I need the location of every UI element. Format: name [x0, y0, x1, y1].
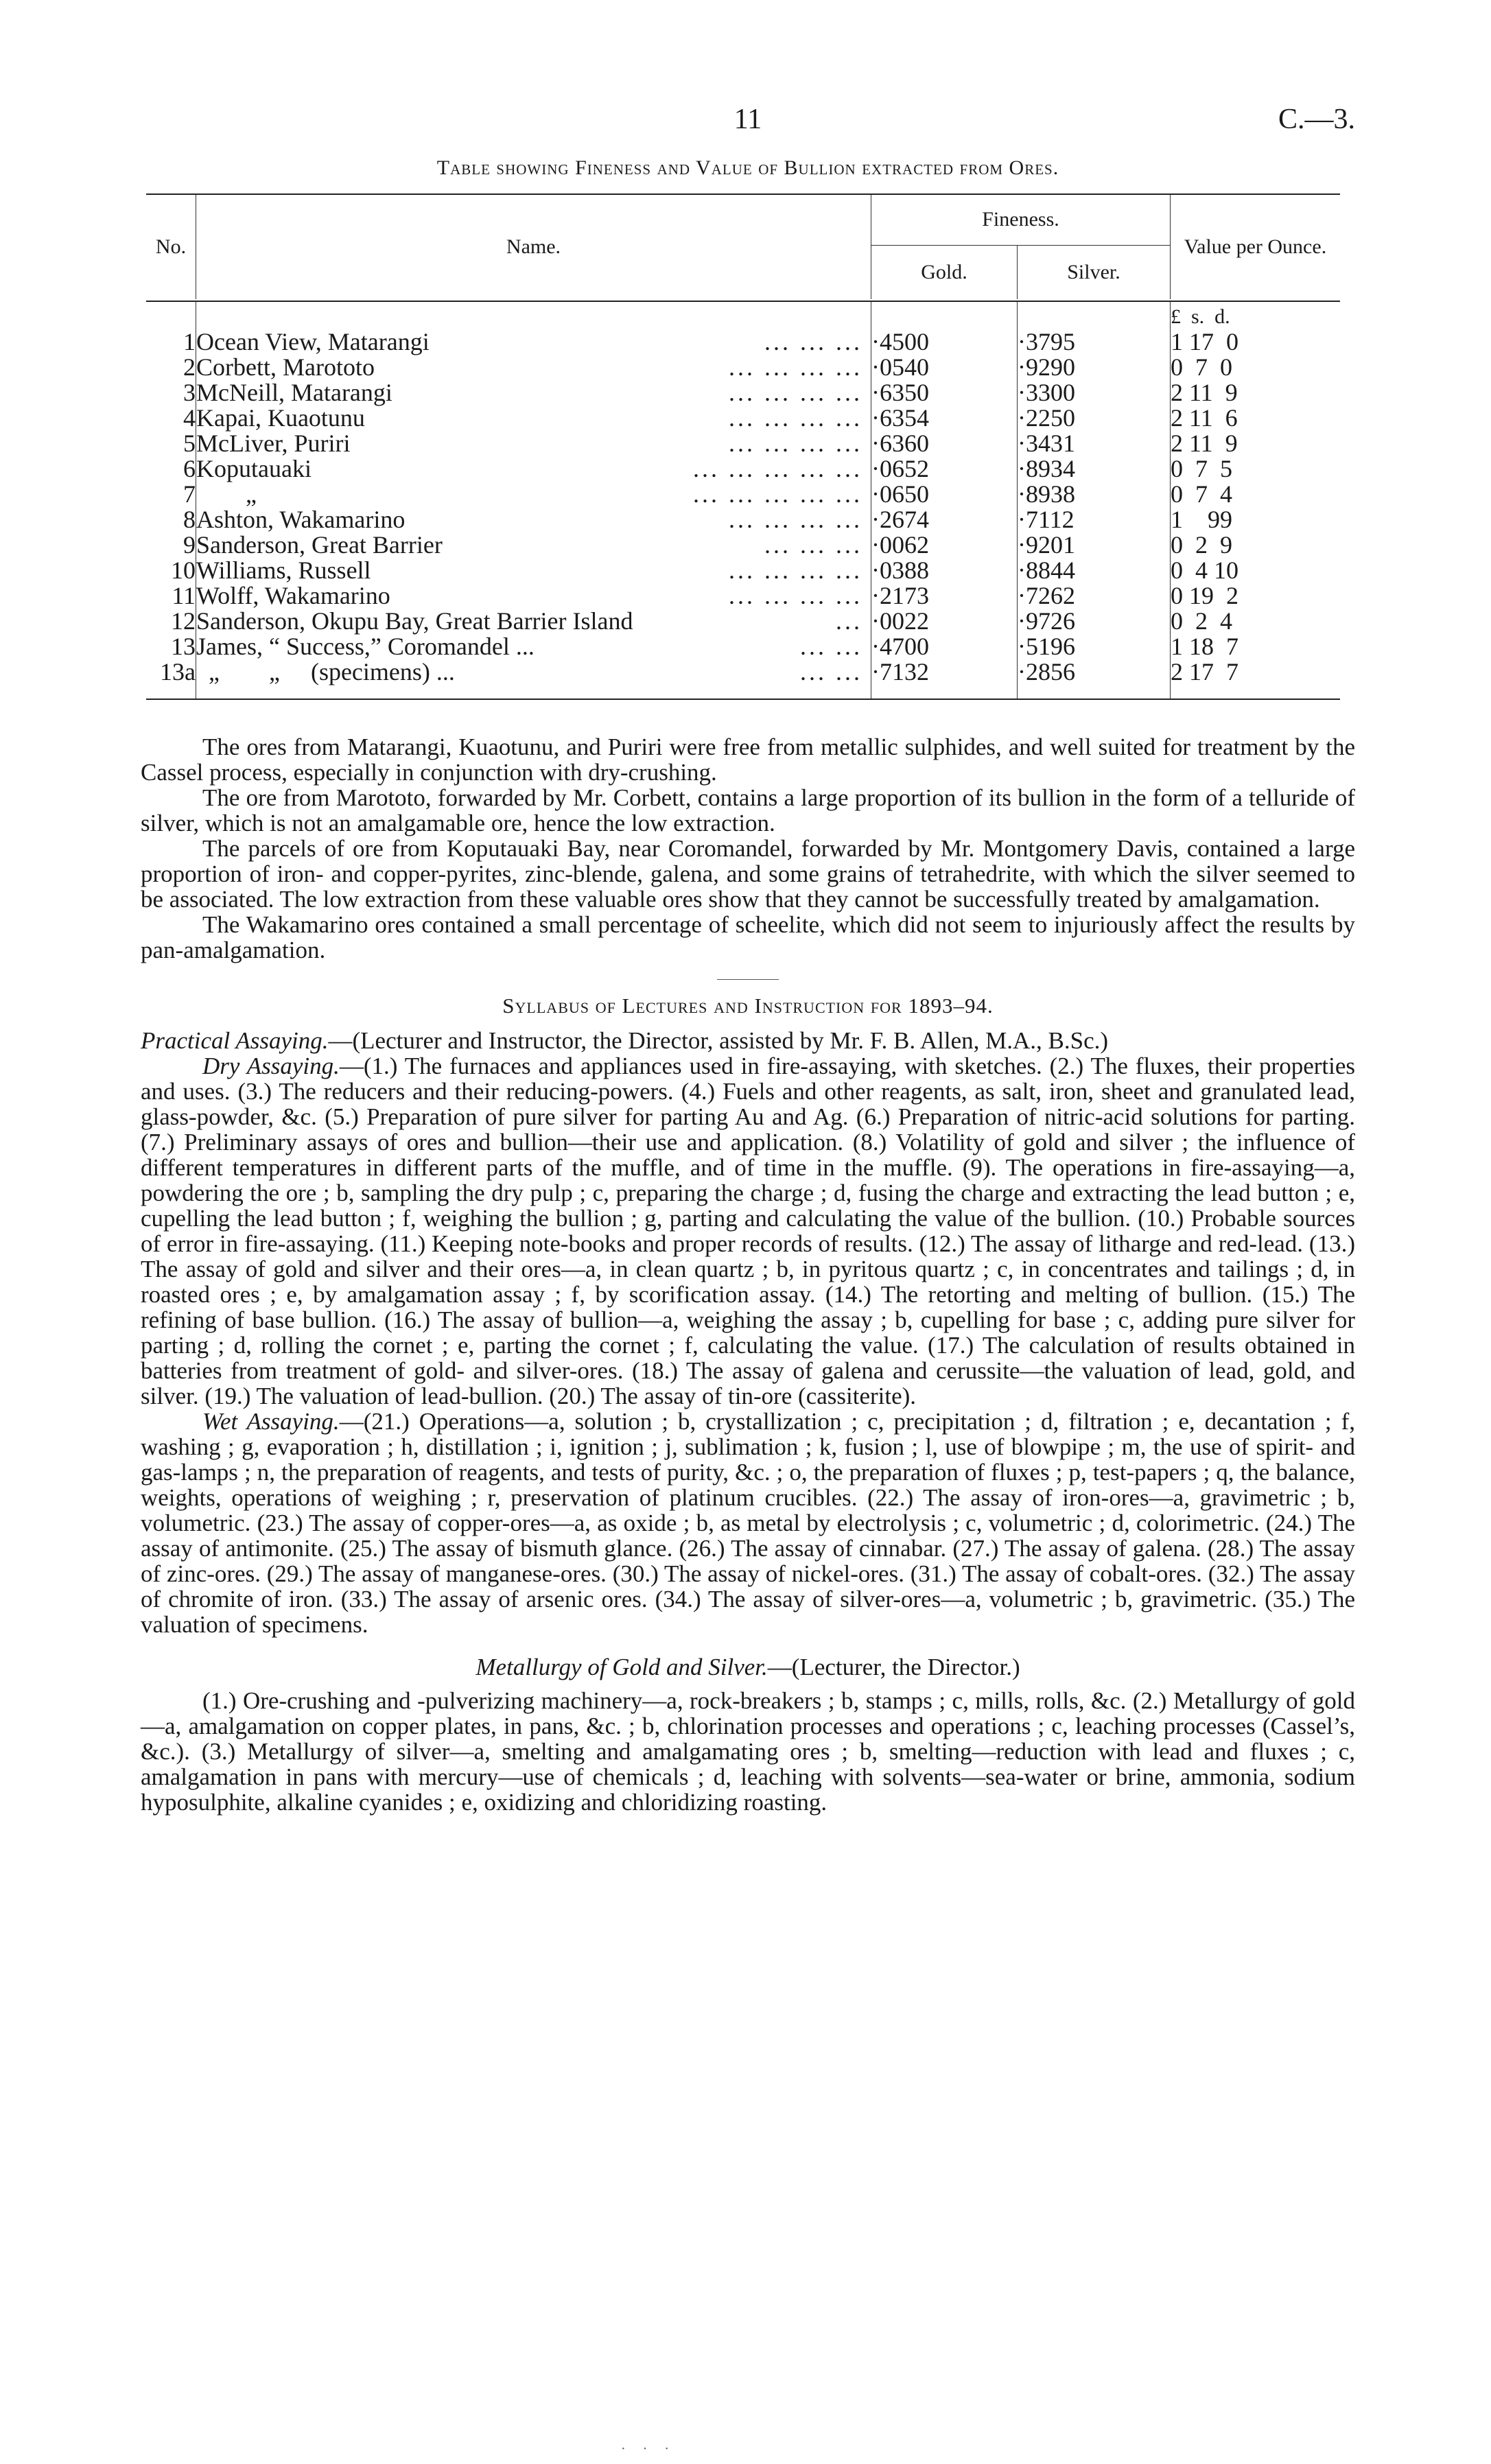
- row-gold: ·0652: [871, 456, 1018, 482]
- wet-assaying-label: Wet Assaying.: [202, 1408, 340, 1435]
- row-no: 10: [146, 558, 196, 583]
- row-no: 6: [146, 456, 196, 482]
- row-name-text: McNeill, Matarangi: [196, 379, 392, 406]
- row-gold: ·0540: [871, 355, 1018, 380]
- row-silver: ·8934: [1018, 456, 1171, 482]
- value-units: £ s. d.: [1171, 305, 1230, 328]
- row-value: 2 11 9: [1171, 430, 1238, 457]
- row-value: 2 11 9: [1171, 379, 1238, 406]
- syllabus-title: Syllabus of Lectures and Instruction for 1893–94.: [502, 994, 994, 1018]
- row-no: 8: [146, 507, 196, 532]
- row-silver: ·9201: [1018, 532, 1171, 558]
- wet-assaying-text: —(21.) Operations—a, solution ; b, crystallization ; c, precipitation ; d, filtration ; e, decantation ; f, washing ; g, evaporation ; h, distillation ; i, ignition ; j, sublimation ; k, fusion ; l, use of blowpipe ; m, the use of spirit- and gas-lamps ; n, the preparation of reagents, and tests of purity, &c. ; o, the preparation of fluxes ; p, test-papers ; q, the balance, weights, operations of weighing ; r, preservation of platinum crucibles. (22.) The assay of iron-ores—a, gravimetric ; b, volumetric. (23.) The assay of copper-ores—a, as oxide ; b, as metal by electrolysis ; c, volumetric ; d, colorimetric. (24.) The assay of antimonite. (25.) The assay of bismuth glance. (26.) The assay of cinnabar. (27.) The assay of galena. (28.) The assay of zinc-ores. (29.) The assay of manganese-ores. (30.) The assay of nickel-ores. (31.) The assay of cobalt-ores. (32.) The assay of chromite of iron. (33.) The assay of arsenic ores. (34.) The assay of silver-ores—a, volumetric ; b, gravimetric. (35.) The valuation of specimens.: [141, 1408, 1356, 1638]
- row-value: 1 99: [1171, 506, 1232, 533]
- leader-dots: ... ...: [800, 633, 862, 660]
- row-gold: ·4500: [871, 329, 1018, 355]
- page-header: [141, 103, 1355, 151]
- row-silver: ·7262: [1018, 583, 1171, 609]
- table-body: [146, 301, 1340, 699]
- row-silver: ·3300: [1018, 380, 1171, 406]
- row-name-text: James, “ Success,” Coromandel ...: [196, 633, 535, 660]
- wet-assaying: [141, 1409, 1355, 1637]
- header-no: No.: [146, 194, 196, 299]
- row-silver: ·7112: [1018, 507, 1171, 532]
- row-name-text: McLiver, Puriri: [196, 430, 351, 457]
- metallurgy-heading: [141, 1654, 1355, 1681]
- table-row: [146, 406, 1340, 431]
- row-value: 0 19 2: [1171, 582, 1238, 609]
- row-value: 2 11 6: [1171, 404, 1238, 432]
- row-name-text: „: [196, 480, 257, 508]
- leader-dots: ... ... ... ...: [729, 404, 862, 432]
- row-no: 12: [146, 609, 196, 634]
- row-name-text: Wolff, Wakamarino: [196, 582, 390, 609]
- table-row: [146, 380, 1340, 406]
- leader-dots: ...: [836, 607, 862, 635]
- row-name: [196, 456, 871, 482]
- metallurgy-text: (1.) Ore-crushing and -pulverizing machinery—a, rock-breakers ; b, stamps ; c, mills, rolls, &c. (2.) Metallurgy of gold—a, amalgamation on copper plates, in pans, &c. ; b, chlorination processes and operations ; c, leaching processes (Cassel’s, &c.). (3.) Metallurgy of silver—a, smelting and amalgamating ores ; b, smelting—reduction with lead and fluxes ; c, amalgamation in pans with mercury—use of chemicals ; d, leaching with solvents—sea-water or brine, ammonia, sodium hyposulphite, alkaline cyanides ; e, oxidizing and chloridizing roasting.: [141, 1687, 1355, 1816]
- row-name-text: Corbett, Marototo: [196, 353, 375, 381]
- metallurgy-lecturer: —(Lecturer, the Director.): [767, 1654, 1020, 1680]
- leader-dots: ... ... ... ...: [729, 353, 862, 381]
- row-value: 0 7 4: [1171, 480, 1232, 508]
- row-name: [196, 329, 871, 355]
- row-name: [196, 558, 871, 583]
- page: [141, 103, 1355, 1815]
- header-fineness: Fineness.: [871, 194, 1171, 245]
- row-silver: ·5196: [1018, 634, 1171, 659]
- row-no: 7: [146, 482, 196, 507]
- footer-mark: · · ·: [621, 2441, 676, 2456]
- row-value: 0 7 5: [1171, 455, 1232, 482]
- row-name: [196, 431, 871, 456]
- row-gold: ·7132: [871, 659, 1018, 685]
- row-gold: ·2674: [871, 507, 1018, 532]
- row-no: 4: [146, 406, 196, 431]
- leader-dots: ... ... ... ... ...: [693, 455, 862, 482]
- row-value: 2 17 7: [1171, 658, 1238, 685]
- table-row: [146, 583, 1340, 609]
- row-name: [196, 659, 871, 685]
- row-silver: ·2856: [1018, 659, 1171, 685]
- row-name: [196, 609, 871, 634]
- metallurgy-label: Metallurgy of Gold and Silver.: [476, 1654, 768, 1680]
- leader-dots: ... ... ...: [764, 531, 862, 559]
- row-gold: ·2173: [871, 583, 1018, 609]
- row-silver: ·9290: [1018, 355, 1171, 380]
- row-silver: ·3431: [1018, 431, 1171, 456]
- header-value: Value per Ounce.: [1171, 194, 1341, 299]
- leader-dots: ... ... ... ...: [729, 506, 862, 533]
- practical-assaying: [141, 1028, 1355, 1053]
- row-name-text: „ „ (specimens) ...: [196, 658, 455, 685]
- row-gold: ·0022: [871, 609, 1018, 634]
- row-name: [196, 507, 871, 532]
- practical-assaying-label: Practical Assaying.: [141, 1027, 329, 1054]
- row-no: 13a: [146, 659, 196, 685]
- document-reference: C.—3.: [1278, 104, 1355, 135]
- leader-dots: ... ... ... ... ...: [693, 480, 862, 508]
- row-value: 0 4 10: [1171, 556, 1238, 584]
- row-value: 0 2 4: [1171, 607, 1232, 635]
- row-no: 1: [146, 329, 196, 355]
- row-name: [196, 355, 871, 380]
- note-paragraph: The Wakamarino ores contained a small percentage of scheelite, which did not seem to injuriously affect the results by pan-amalgamation.: [141, 911, 1355, 963]
- row-value: 0 2 9: [1171, 531, 1232, 559]
- header-silver: Silver.: [1018, 245, 1171, 299]
- dry-assaying-text: —(1.) The furnaces and appliances used in fire-assaying, with sketches. (2.) The fluxes, their properties and uses. (3.) The reducers and their reducing-powers. (4.) Fuels and other reagents, as salt, iron, sheet and granulated lead, glass-powder, &c. (5.) Preparation of pure silver for parting Au and Ag. (6.) Preparation of nitric-acid solutions for parting. (7.) Preliminary assays of ores and bullion—their use and application. (8.) Volatility of gold and silver ; the influence of different temperatures in different parts of the muffle, and of time in the muffle. (9). The operations in fire-assaying—a, powdering the ore ; b, sampling the dry pulp ; c, preparing the charge ; d, fusing the charge and extracting the lead button ; e, cupelling the lead button ; f, weighing the bullion ; g, parting and calculating the value of the bullion. (10.) Probable sources of error in fire-assaying. (11.) Keeping note-books and proper records of results. (12.) The assay of litharge and red-lead. (13.) The assay of gold and silver and their ores—a, in clean quartz ; b, in pyritous quartz ; c, in concentrates and tailings ; d, in roasted ores ; e, by amalgamation assay ; f, by scorification assay. (14.) The retorting and melting of bullion. (15.) The refining of base bullion. (16.) The assay of bullion—a, weighing the assay ; b, cupelling for base ; c, adding pure silver for parting ; d, rolling the cornet ; e, parting the cornet ; f, calculating the value. (17.) The calculation of results obtained in batteries from treatment of gold- and silver-ores. (18.) The assay of galena and cerussite—the valuation of lead, gold, and silver. (19.) The valuation of lead-bullion. (20.) The assay of tin-ore (cassiterite).: [141, 1053, 1356, 1409]
- row-name-text: Sanderson, Okupu Bay, Great Barrier Island: [196, 607, 633, 635]
- row-no: 5: [146, 431, 196, 456]
- row-gold: ·6354: [871, 406, 1018, 431]
- row-gold: ·4700: [871, 634, 1018, 659]
- note-paragraph: The ore from Marototo, forwarded by Mr. Corbett, contains a large proportion of its bullion in the form of a telluride of silver, which is not an amalgamable ore, hence the low extraction.: [141, 784, 1355, 836]
- row-no: 11: [146, 583, 196, 609]
- dry-assaying-label: Dry Assaying.: [202, 1053, 340, 1079]
- table-row: [146, 659, 1340, 685]
- row-silver: ·8938: [1018, 482, 1171, 507]
- row-gold: ·6360: [871, 431, 1018, 456]
- table-row: [146, 532, 1340, 558]
- row-value: 1 17 0: [1171, 328, 1238, 355]
- bullion-table: [146, 193, 1340, 700]
- table-row: [146, 634, 1340, 659]
- header-name: Name.: [196, 194, 871, 299]
- note-paragraph: The ores from Matarangi, Kuaotunu, and Puriri were free from metallic sulphides, and well suited for treatment by the Cassel process, especially in conjunction with dry-crushing.: [141, 734, 1355, 786]
- row-no: 2: [146, 355, 196, 380]
- row-no: 3: [146, 380, 196, 406]
- table-row: [146, 355, 1340, 380]
- row-value: 0 7 0: [1171, 353, 1232, 381]
- row-gold: ·6350: [871, 380, 1018, 406]
- note-paragraph: The parcels of ore from Koputauaki Bay, near Coromandel, forwarded by Mr. Montgomery Davis, contained a large proportion of iron- and copper-pyrites, zinc-blende, galena, and some grains of tetrahedrite, with which the silver seemed to be associated. The low extraction from these valuable ores show that they cannot be successfully treated by amalgamation.: [141, 835, 1355, 913]
- notes: [141, 734, 1355, 963]
- table-caption: Table showing Fineness and Value of Bullion extracted from Ores.: [436, 156, 1059, 179]
- row-gold: ·0650: [871, 482, 1018, 507]
- table-row: [146, 431, 1340, 456]
- leader-dots: ... ... ... ...: [729, 556, 862, 584]
- row-no: 9: [146, 532, 196, 558]
- leader-dots: ... ... ... ...: [729, 430, 862, 457]
- row-value: 1 18 7: [1171, 633, 1238, 660]
- dry-assaying: [141, 1053, 1355, 1409]
- practical-assaying-text: —(Lecturer and Instructor, the Director, assisted by Mr. F. B. Allen, M.A., B.Sc.): [328, 1027, 1109, 1054]
- row-gold: ·0062: [871, 532, 1018, 558]
- table-row: [146, 507, 1340, 532]
- leader-dots: ... ...: [800, 658, 862, 685]
- page-number: 11: [733, 104, 762, 135]
- table-row: [146, 609, 1340, 634]
- row-name-text: Ocean View, Matarangi: [196, 328, 430, 355]
- row-name: [196, 380, 871, 406]
- row-name: [196, 634, 871, 659]
- leader-dots: ... ... ...: [764, 328, 862, 355]
- row-name-text: Koputauaki: [196, 455, 312, 482]
- row-name: [196, 532, 871, 558]
- row-name-text: Kapai, Kuaotunu: [196, 404, 365, 432]
- row-name-text: Williams, Russell: [196, 556, 371, 584]
- row-gold: ·0388: [871, 558, 1018, 583]
- row-silver: ·3795: [1018, 329, 1171, 355]
- leader-dots: ... ... ... ...: [729, 379, 862, 406]
- row-name: [196, 406, 871, 431]
- row-name: [196, 583, 871, 609]
- row-name-text: Sanderson, Great Barrier: [196, 531, 443, 559]
- table-row: [146, 456, 1340, 482]
- row-name-text: Ashton, Wakamarino: [196, 506, 406, 533]
- leader-dots: ... ... ... ...: [729, 582, 862, 609]
- table-row: [146, 558, 1340, 583]
- row-silver: ·2250: [1018, 406, 1171, 431]
- row-name: [196, 482, 871, 507]
- row-no: 13: [146, 634, 196, 659]
- row-silver: ·8844: [1018, 558, 1171, 583]
- table-row: [146, 329, 1340, 355]
- header-gold: Gold.: [871, 245, 1018, 299]
- row-silver: ·9726: [1018, 609, 1171, 634]
- divider: [717, 979, 779, 980]
- table-row: [146, 482, 1340, 507]
